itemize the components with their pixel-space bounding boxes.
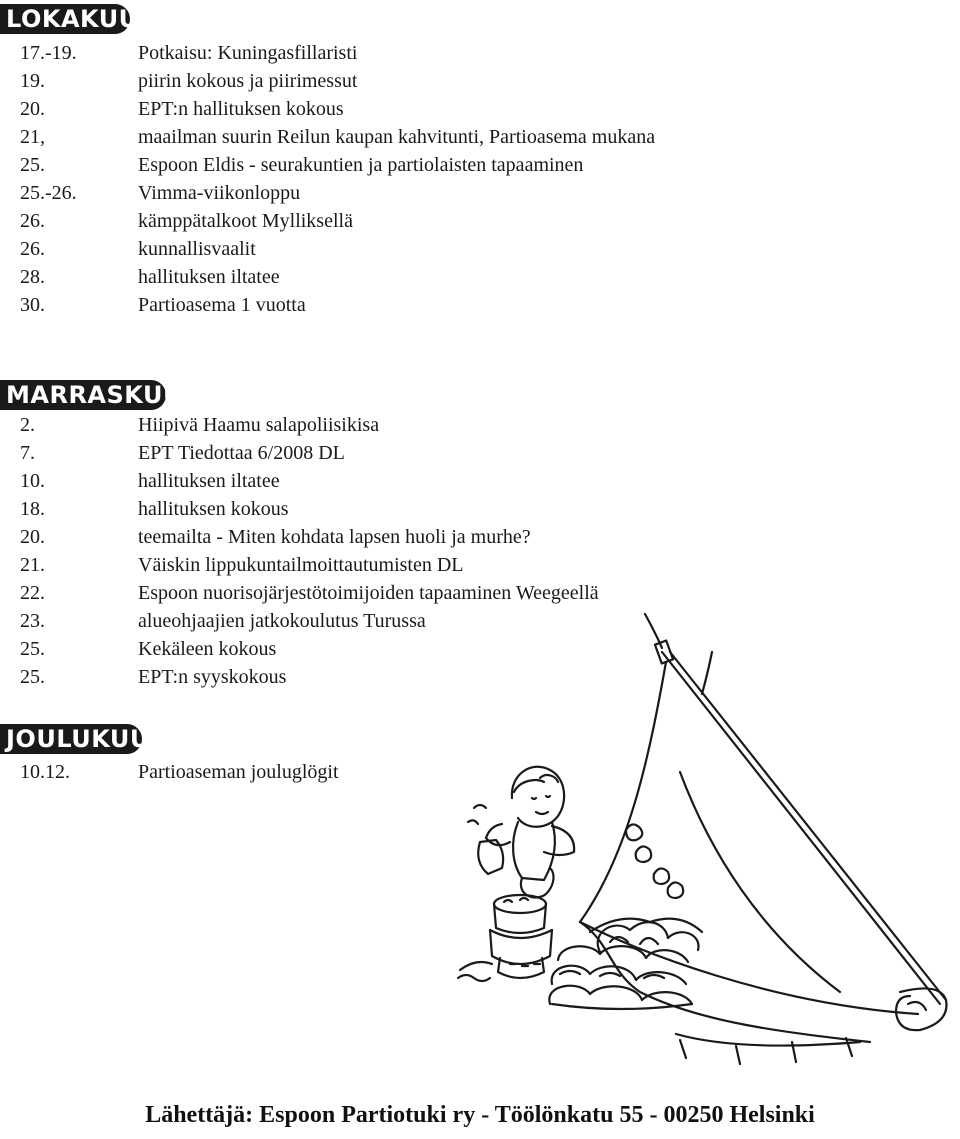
list-item	[20, 263, 655, 291]
event-text: EPT Tiedottaa 6/2008 DL	[138, 442, 345, 464]
list-item	[20, 758, 339, 786]
event-date: 25.-26.	[20, 182, 77, 204]
event-date: 17.-19.	[20, 42, 77, 64]
event-text: EPT:n syyskokous	[138, 666, 287, 688]
list-item	[20, 467, 599, 495]
event-text: Espoon nuorisojärjestötoimijoiden tapaaminen Weegeellä	[138, 582, 599, 604]
month-header-marraskuu: MARRASKUU	[0, 380, 166, 410]
event-text: hallituksen iltatee	[138, 266, 280, 288]
event-text: maailman suurin Reilun kaupan kahvitunti, Partioasema mukana	[138, 126, 656, 148]
event-date: 26.	[20, 210, 45, 232]
smoke-puffs-icon	[626, 824, 683, 898]
event-date: 20.	[20, 98, 45, 120]
event-date: 22.	[20, 582, 45, 604]
event-text: Kekäleen kokous	[138, 638, 277, 660]
event-date: 23.	[20, 610, 45, 632]
event-date: 30.	[20, 294, 45, 316]
event-date: 25.	[20, 638, 45, 660]
event-text: EPT:n hallituksen kokous	[138, 98, 344, 120]
event-list-joulukuu	[20, 758, 339, 786]
list-item	[20, 551, 599, 579]
event-date: 18.	[20, 498, 45, 520]
event-text: Partioaseman jouluglögit	[138, 761, 339, 783]
event-text: teemailta - Miten kohdata lapsen huoli ja murhe?	[138, 526, 531, 548]
list-item	[20, 95, 655, 123]
event-text: piirin kokous ja piirimessut	[138, 70, 358, 92]
list-item	[20, 439, 599, 467]
list-item	[20, 235, 655, 263]
event-text: Väiskin lippukuntailmoittautumisten DL	[138, 554, 464, 576]
list-item	[20, 495, 599, 523]
event-text: hallituksen iltatee	[138, 470, 280, 492]
list-item	[20, 179, 655, 207]
event-date: 10.	[20, 470, 45, 492]
event-date: 25.	[20, 154, 45, 176]
campfire-tent-illustration	[440, 612, 960, 1072]
month-header-lokakuu: LOKAKUU	[0, 4, 130, 34]
rolled-canvas-icon	[896, 988, 946, 1030]
event-date: 19.	[20, 70, 45, 92]
event-text: kämppätalkoot Mylliksellä	[138, 210, 353, 232]
event-text: Vimma-viikonloppu	[138, 182, 301, 204]
event-list-lokakuu	[20, 39, 655, 319]
list-item	[20, 523, 599, 551]
list-item	[20, 291, 655, 319]
event-date: 7.	[20, 442, 35, 464]
event-text: Partioasema 1 vuotta	[138, 294, 306, 316]
month-header-joulukuu: JOULUKUU	[0, 724, 142, 754]
event-date: 20.	[20, 526, 45, 548]
event-text: Potkaisu: Kuningasfillaristi	[138, 42, 358, 64]
event-date: 2.	[20, 414, 35, 436]
list-item	[20, 67, 655, 95]
event-date: 25.	[20, 666, 45, 688]
event-text: Hiipivä Haamu salapoliisikisa	[138, 414, 380, 436]
list-item	[20, 151, 655, 179]
sender-footer: Lähettäjä: Espoon Partiotuki ry - Töölönkatu 55 - 00250 Helsinki	[145, 1102, 815, 1128]
child-figure-icon	[468, 767, 574, 898]
event-date: 28.	[20, 266, 45, 288]
event-text: Espoon Eldis - seurakuntien ja partiolaisten tapaaminen	[138, 154, 584, 176]
list-item	[20, 207, 655, 235]
pole-cap-icon	[655, 641, 673, 664]
camping-stove-icon	[458, 895, 552, 981]
event-text: kunnallisvaalit	[138, 238, 256, 260]
event-text: hallituksen kokous	[138, 498, 289, 520]
event-date: 21,	[20, 126, 45, 148]
list-item	[20, 39, 655, 67]
list-item	[20, 579, 599, 607]
event-date: 10.12.	[20, 761, 70, 783]
list-item	[20, 123, 655, 151]
list-item	[20, 411, 599, 439]
event-date: 21.	[20, 554, 45, 576]
event-date: 26.	[20, 238, 45, 260]
tent-canvas-icon	[580, 662, 918, 1014]
event-text: alueohjaajien jatkokoulutus Turussa	[138, 610, 426, 632]
